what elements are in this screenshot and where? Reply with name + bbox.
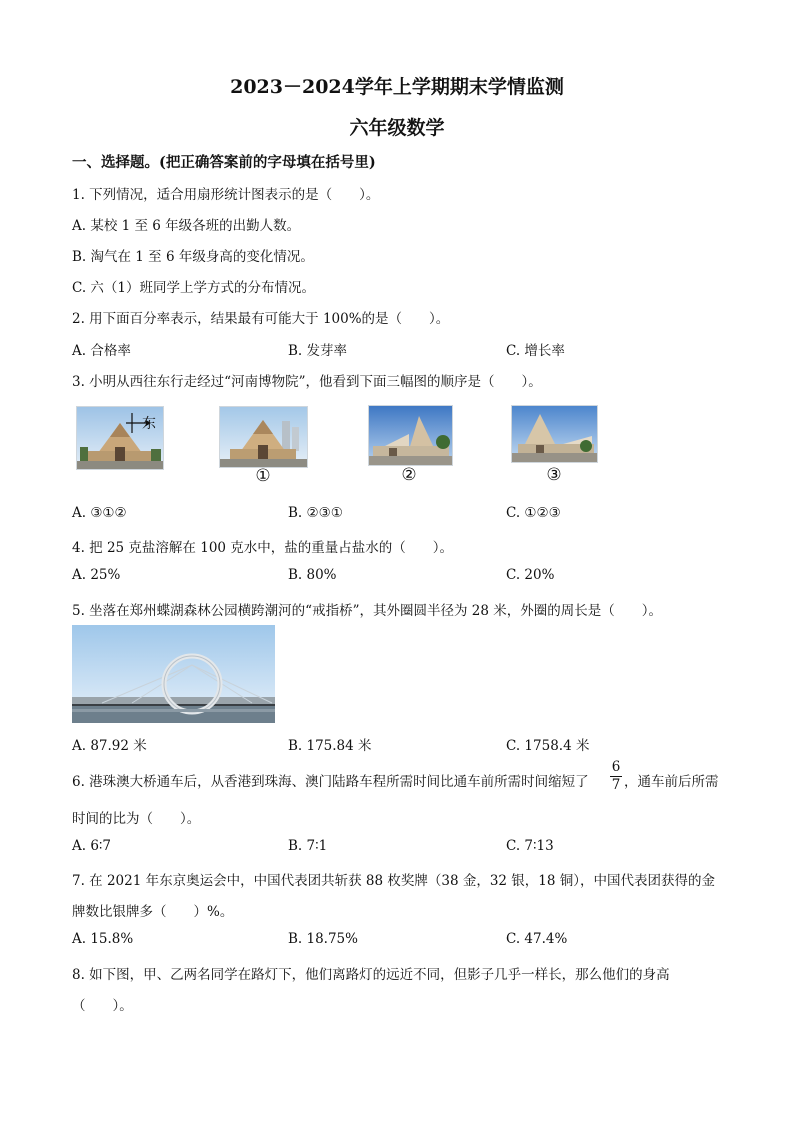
question-5-option-c: C. 1758.4 米 — [506, 738, 590, 754]
question-6-stem-part2: ，通车前后所需 — [624, 774, 719, 790]
question-6-stem-line2: 时间的比为（ ）。 — [72, 811, 201, 827]
museum-photo-2 — [368, 405, 453, 466]
question-4-option-b: B. 80% — [288, 567, 337, 583]
question-2-option-c: C. 增长率 — [506, 343, 565, 359]
question-4-option-c: C. 20% — [506, 567, 555, 583]
question-7-option-c: C. 47.4% — [506, 931, 568, 947]
question-6-fraction — [610, 760, 622, 793]
question-1-option-b: B. 淘气在 1 至 6 年级身高的变化情况。 — [72, 249, 314, 265]
exam-title: 2023－2024学年上学期期末学情监测 — [230, 76, 564, 98]
question-3-stem: 3. 小明从西往东行走经过“河南博物院”，他看到下面三幅图的顺序是（ ）。 — [72, 374, 542, 390]
question-2-option-b: B. 发芽率 — [288, 343, 348, 359]
photo-caption-1: ① — [255, 466, 271, 486]
fraction-numerator: 6 — [611, 759, 621, 775]
museum-photo-3 — [511, 405, 598, 463]
question-7-stem-line1: 7. 在 2021 年东京奥运会中，中国代表团共斩获 88 枚奖牌（38 金，32 银，18 铜），中国代表团获得的金 — [72, 873, 716, 889]
question-6-stem-part1: 6. 港珠澳大桥通车后，从香港到珠海、澳门陆路车程所需时间比通车前所需时间缩短了 — [72, 774, 589, 790]
photo-caption-2: ② — [401, 465, 417, 485]
question-4-option-a: A. 25% — [72, 567, 121, 583]
question-3-option-a: A. ③①② — [72, 505, 127, 521]
question-4-stem: 4. 把 25 克盐溶解在 100 克水中，盐的重量占盐水的（ ）。 — [72, 540, 454, 556]
compass-east-label: 东 — [142, 416, 156, 432]
question-3-option-b: B. ②③① — [288, 505, 343, 521]
question-1-option-c: C. 六（1）班同学上学方式的分布情况。 — [72, 280, 316, 296]
exam-subtitle: 六年级数学 — [349, 117, 445, 139]
question-1-stem: 1. 下列情况，适合用扇形统计图表示的是（ ）。 — [72, 187, 380, 203]
question-5-option-a: A. 87.92 米 — [72, 738, 147, 754]
fraction-denominator: 7 — [611, 777, 621, 793]
question-6-option-c: C. 7∶13 — [506, 838, 554, 854]
question-3-option-c: C. ①②③ — [506, 505, 561, 521]
question-7-option-a: A. 15.8% — [72, 931, 134, 947]
question-2-stem: 2. 用下面百分率表示，结果最有可能大于 100%的是（ ）。 — [72, 311, 450, 327]
question-1-option-a: A. 某校 1 至 6 年级各班的出勤人数。 — [72, 218, 301, 234]
museum-photo-1 — [219, 406, 308, 468]
question-5-stem: 5. 坐落在郑州蝶湖森林公园横跨潮河的“戒指桥”，其外圈圆半径为 28 米，外圈的周长是（ ）。 — [72, 603, 662, 619]
ring-bridge-photo — [72, 625, 275, 723]
photo-caption-3: ③ — [546, 465, 562, 485]
question-6-option-a: A. 6∶7 — [72, 838, 112, 854]
question-6-option-b: B. 7∶1 — [288, 838, 328, 854]
section-heading: 一、选择题。(把正确答案前的字母填在括号里) — [72, 154, 376, 171]
question-8-stem-line1: 8. 如下图，甲、乙两名同学在路灯下，他们离路灯的远近不同，但影子几乎一样长，那么他们的身高 — [72, 967, 670, 983]
question-7-stem-line2: 牌数比银牌多（ ）%。 — [72, 904, 234, 920]
question-7-option-b: B. 18.75% — [288, 931, 358, 947]
question-2-option-a: A. 合格率 — [72, 343, 131, 359]
question-8-stem-line2: （ ）。 — [72, 998, 133, 1014]
question-5-option-b: B. 175.84 米 — [288, 738, 372, 754]
